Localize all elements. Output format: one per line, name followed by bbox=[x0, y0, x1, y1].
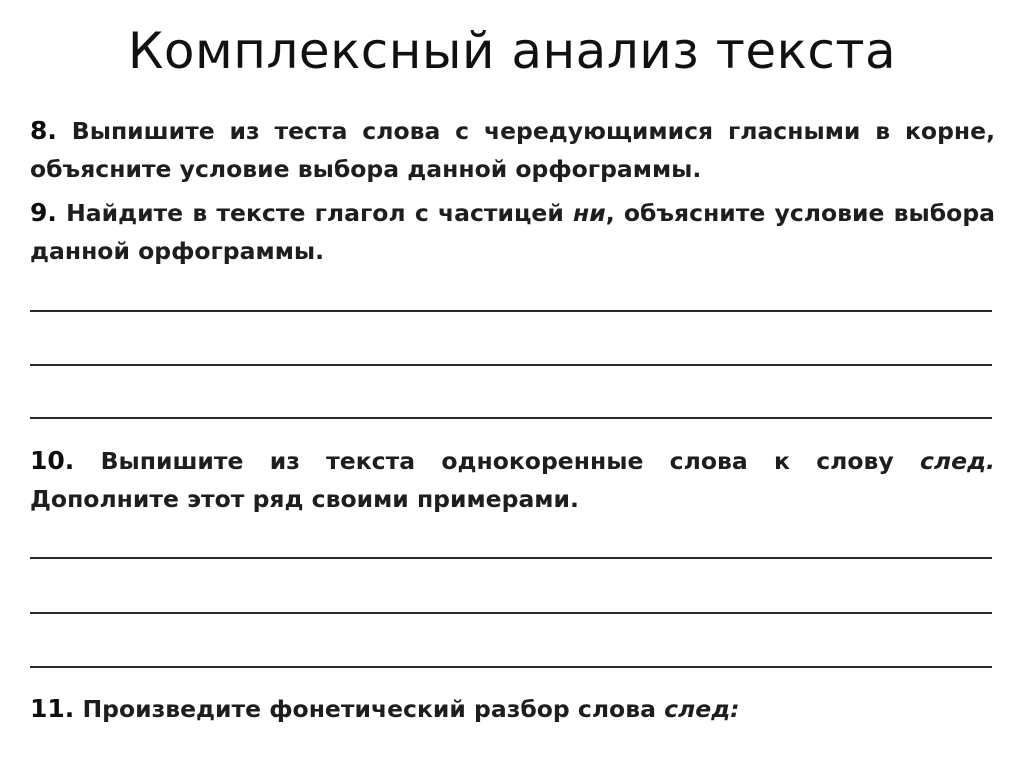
task-8 bbox=[30, 112, 995, 188]
answer-line[interactable] bbox=[30, 557, 992, 559]
task-11 bbox=[30, 690, 995, 728]
task-emphasis: след: bbox=[664, 695, 740, 723]
task-text: Произведите фонетический разбор слова bbox=[82, 695, 665, 723]
answer-line[interactable] bbox=[30, 417, 992, 419]
task-text: Выпишите из теста слова с чередующимися гласными в корне, объясните условие выбора данной орфограммы. bbox=[30, 117, 996, 183]
task-emphasis: ни bbox=[573, 199, 606, 227]
task-text: Дополните этот ряд своими примерами. bbox=[30, 485, 579, 513]
task-9 bbox=[30, 194, 995, 270]
task-number: 8. bbox=[30, 116, 57, 145]
task-text: Выпишите из текста однокоренные слова к слову bbox=[100, 447, 920, 475]
task-emphasis: след. bbox=[920, 447, 995, 475]
answer-line[interactable] bbox=[30, 364, 992, 366]
task-number: 11. bbox=[30, 694, 75, 723]
answer-line[interactable] bbox=[30, 666, 992, 668]
answer-line[interactable] bbox=[30, 310, 992, 312]
task-text: , объясните условие выбора данной орфограммы. bbox=[30, 199, 995, 265]
answer-line[interactable] bbox=[30, 612, 992, 614]
page-title: Комплексный анализ текста bbox=[127, 22, 897, 80]
task-text: Найдите в тексте глагол с частицей bbox=[66, 199, 573, 227]
task-10 bbox=[30, 442, 995, 518]
task-number: 9. bbox=[30, 198, 57, 227]
task-number: 10. bbox=[30, 446, 75, 475]
